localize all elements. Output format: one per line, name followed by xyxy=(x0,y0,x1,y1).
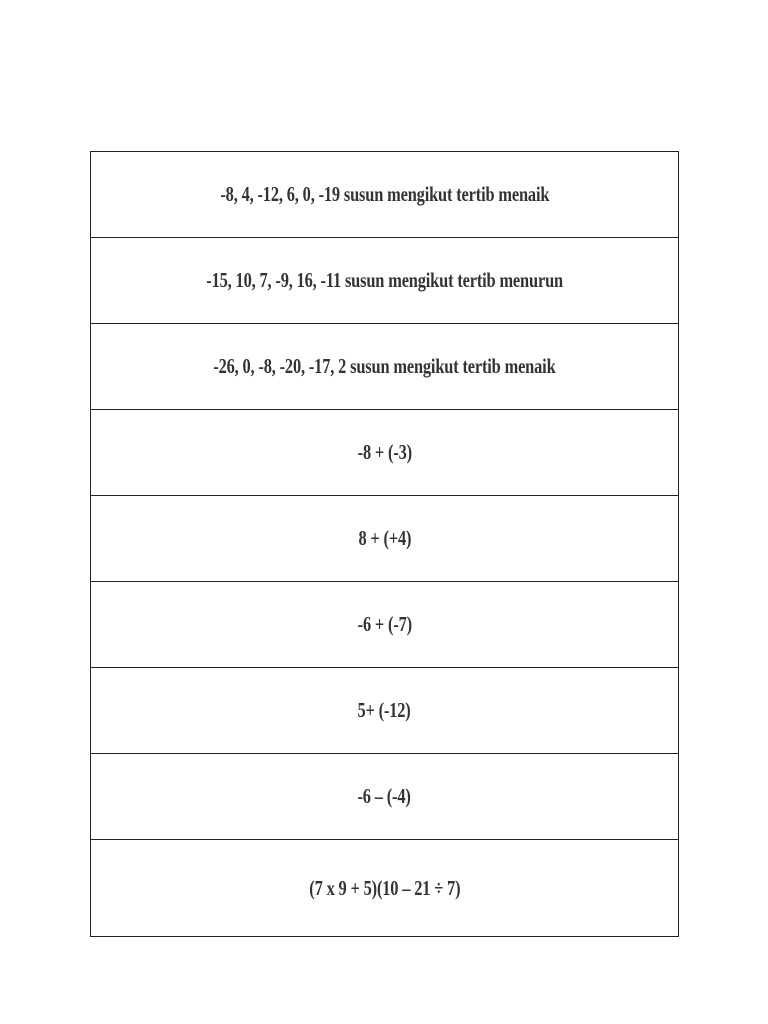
question-text: (7 x 9 + 5)(10 – 21 ÷ 7) xyxy=(308,875,461,900)
table-row xyxy=(91,238,678,324)
table-row xyxy=(91,152,678,238)
question-text: -8, 4, -12, 6, 0, -19 susun mengikut tertib menaik xyxy=(220,182,549,206)
question-text: -8 + (-3) xyxy=(357,440,412,464)
question-table xyxy=(90,151,679,937)
table-row xyxy=(91,668,678,754)
table-row xyxy=(91,324,678,410)
question-text: -6 + (-7) xyxy=(357,612,412,636)
table-row xyxy=(91,582,678,668)
question-text: -15, 10, 7, -9, 16, -11 susun mengikut tertib menurun xyxy=(206,268,563,292)
table-row xyxy=(91,496,678,582)
question-text: -26, 0, -8, -20, -17, 2 susun mengikut tertib menaik xyxy=(213,354,556,378)
question-text: -6 – (-4) xyxy=(357,784,412,808)
table-row xyxy=(91,754,678,840)
table-row xyxy=(91,840,678,936)
table-row xyxy=(91,410,678,496)
question-text: 8 + (+4) xyxy=(358,526,411,550)
question-text: 5+ (-12) xyxy=(357,698,412,722)
